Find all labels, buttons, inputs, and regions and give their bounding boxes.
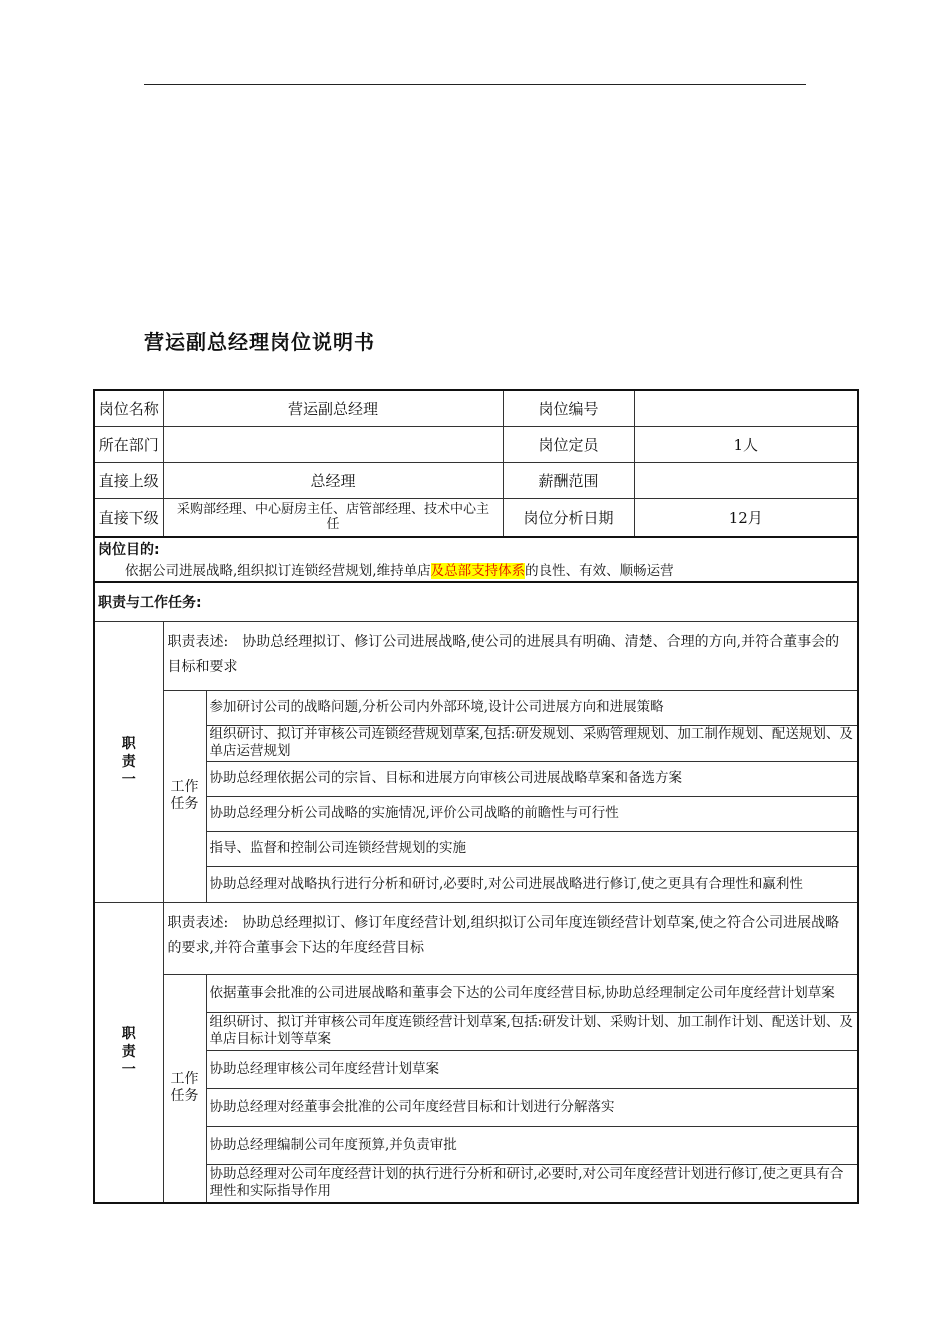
purpose-text-after: 的良性、有效、顺畅运营 xyxy=(525,562,674,579)
superior-label: 直接上级 xyxy=(94,463,163,499)
duty-1-task-row xyxy=(94,831,858,866)
position-name-value: 营运副总经理 xyxy=(163,390,503,427)
info-row-position xyxy=(94,390,858,427)
duty-1-task-5: 指导、监督和控制公司连锁经营规划的实施 xyxy=(206,831,858,866)
position-name-label: 岗位名称 xyxy=(94,390,163,427)
purpose-text-before: 依据公司进展战略,组织拟订连锁经营规划,维持单店 xyxy=(125,562,431,579)
position-code-label: 岗位编号 xyxy=(503,390,634,427)
duty-1-task-6: 协助总经理对战略执行进行分析和研讨,必要时,对公司进展战略进行修订,使之更具有合理性和赢利性 xyxy=(206,866,858,902)
purpose-text-highlight: 及总部支持体系 xyxy=(430,562,526,579)
duty-2-task-label-text: 工作任务 xyxy=(170,1071,199,1105)
duty-1-task-3: 协助总经理依据公司的宗旨、目标和进展方向审核公司进展战略草案和备选方案 xyxy=(206,761,858,796)
duties-heading-row xyxy=(94,582,858,622)
analysis-date-label: 岗位分析日期 xyxy=(503,499,634,537)
department-value xyxy=(163,427,503,463)
purpose-section xyxy=(94,537,858,582)
salary-range-label: 薪酬范围 xyxy=(503,463,634,499)
purpose-heading: 岗位目的: xyxy=(98,541,160,558)
duty-1-task-row xyxy=(94,866,858,902)
duty-2-task-label xyxy=(163,974,206,1203)
info-row-department xyxy=(94,427,858,463)
subordinates-value: 采购部经理、中心厨房主任、店管部经理、技术中心主任 xyxy=(163,499,503,537)
duty-1-task-label-text: 工作任务 xyxy=(170,779,199,812)
duty-2-task-2: 组织研讨、拟订并审核公司年度连锁经营计划草案,包括:研发计划、采购计划、加工制作计划、配送计划、及单店目标计划等草案 xyxy=(206,1012,858,1050)
document-title: 营运副总经理岗位说明书 xyxy=(144,330,375,354)
duty-1-task-row xyxy=(94,725,858,761)
duty-1-label xyxy=(94,621,163,902)
duty-1-label-text: 职责一 xyxy=(121,735,136,788)
job-description-table xyxy=(93,389,857,1204)
duty-2-description-row xyxy=(94,902,858,974)
duty-1-task-row xyxy=(94,690,858,725)
duty-2-task-5: 协助总经理编制公司年度预算,并负责审批 xyxy=(206,1126,858,1164)
info-row-superior xyxy=(94,463,858,499)
duty-2-task-3: 协助总经理审核公司年度经营计划草案 xyxy=(206,1050,858,1088)
department-label: 所在部门 xyxy=(94,427,163,463)
header-rule xyxy=(144,84,806,85)
duty-2-task-row xyxy=(94,1088,858,1126)
duties-heading: 职责与工作任务: xyxy=(94,582,858,622)
subordinates-label: 直接下级 xyxy=(94,499,163,537)
duty-1-task-2: 组织研讨、拟订并审核公司连锁经营规划草案,包括:研发规划、采购管理规划、加工制作规划、配送规划、及单店运营规划 xyxy=(206,725,858,761)
duty-2-task-1: 依据董事会批准的公司进展战略和董事会下达的公司年度经营目标,协助总经理制定公司年度经营计划草案 xyxy=(206,974,858,1012)
superior-value: 总经理 xyxy=(163,463,503,499)
duty-2-task-row xyxy=(94,974,858,1012)
duty-2-task-row xyxy=(94,1126,858,1164)
duty-2-task-row xyxy=(94,1050,858,1088)
analysis-date-value: 12月 xyxy=(634,499,858,537)
duty-2-task-4: 协助总经理对经董事会批准的公司年度经营目标和计划进行分解落实 xyxy=(206,1088,858,1126)
duty-2-description: 职责表述: 协助总经理拟订、修订年度经营计划,组织拟订公司年度连锁经营计划草案,使之符合公司进展战略的要求,并符合董事会下达的年度经营目标 xyxy=(163,902,858,974)
salary-range-value xyxy=(634,463,858,499)
position-code-value xyxy=(634,390,858,427)
duty-2-task-row xyxy=(94,1012,858,1050)
headcount-label: 岗位定员 xyxy=(503,427,634,463)
duty-1-task-4: 协助总经理分析公司战略的实施情况,评价公司战略的前瞻性与可行性 xyxy=(206,796,858,831)
info-row-subordinates xyxy=(94,499,858,537)
duty-2-label xyxy=(94,902,163,1203)
duty-2-task-6: 协助总经理对公司年度经营计划的执行进行分析和研讨,必要时,对公司年度经营计划进行修订,使之更具有合理性和实际指导作用 xyxy=(206,1164,858,1203)
duty-2-task-row xyxy=(94,1164,858,1203)
duty-1-task-row xyxy=(94,761,858,796)
duty-1-task-1: 参加研讨公司的战略问题,分析公司内外部环境,设计公司进展方向和进展策略 xyxy=(206,690,858,725)
purpose-text xyxy=(95,559,857,581)
duty-2-label-text: 职责一 xyxy=(121,1026,136,1079)
duty-1-task-label xyxy=(163,690,206,902)
duty-1-description: 职责表述: 协助总经理拟订、修订公司进展战略,使公司的进展具有明确、清楚、合理的方向,并符合董事会的目标和要求 xyxy=(163,621,858,690)
headcount-value: 1人 xyxy=(634,427,858,463)
duty-1-task-row xyxy=(94,796,858,831)
duty-1-description-row xyxy=(94,621,858,690)
